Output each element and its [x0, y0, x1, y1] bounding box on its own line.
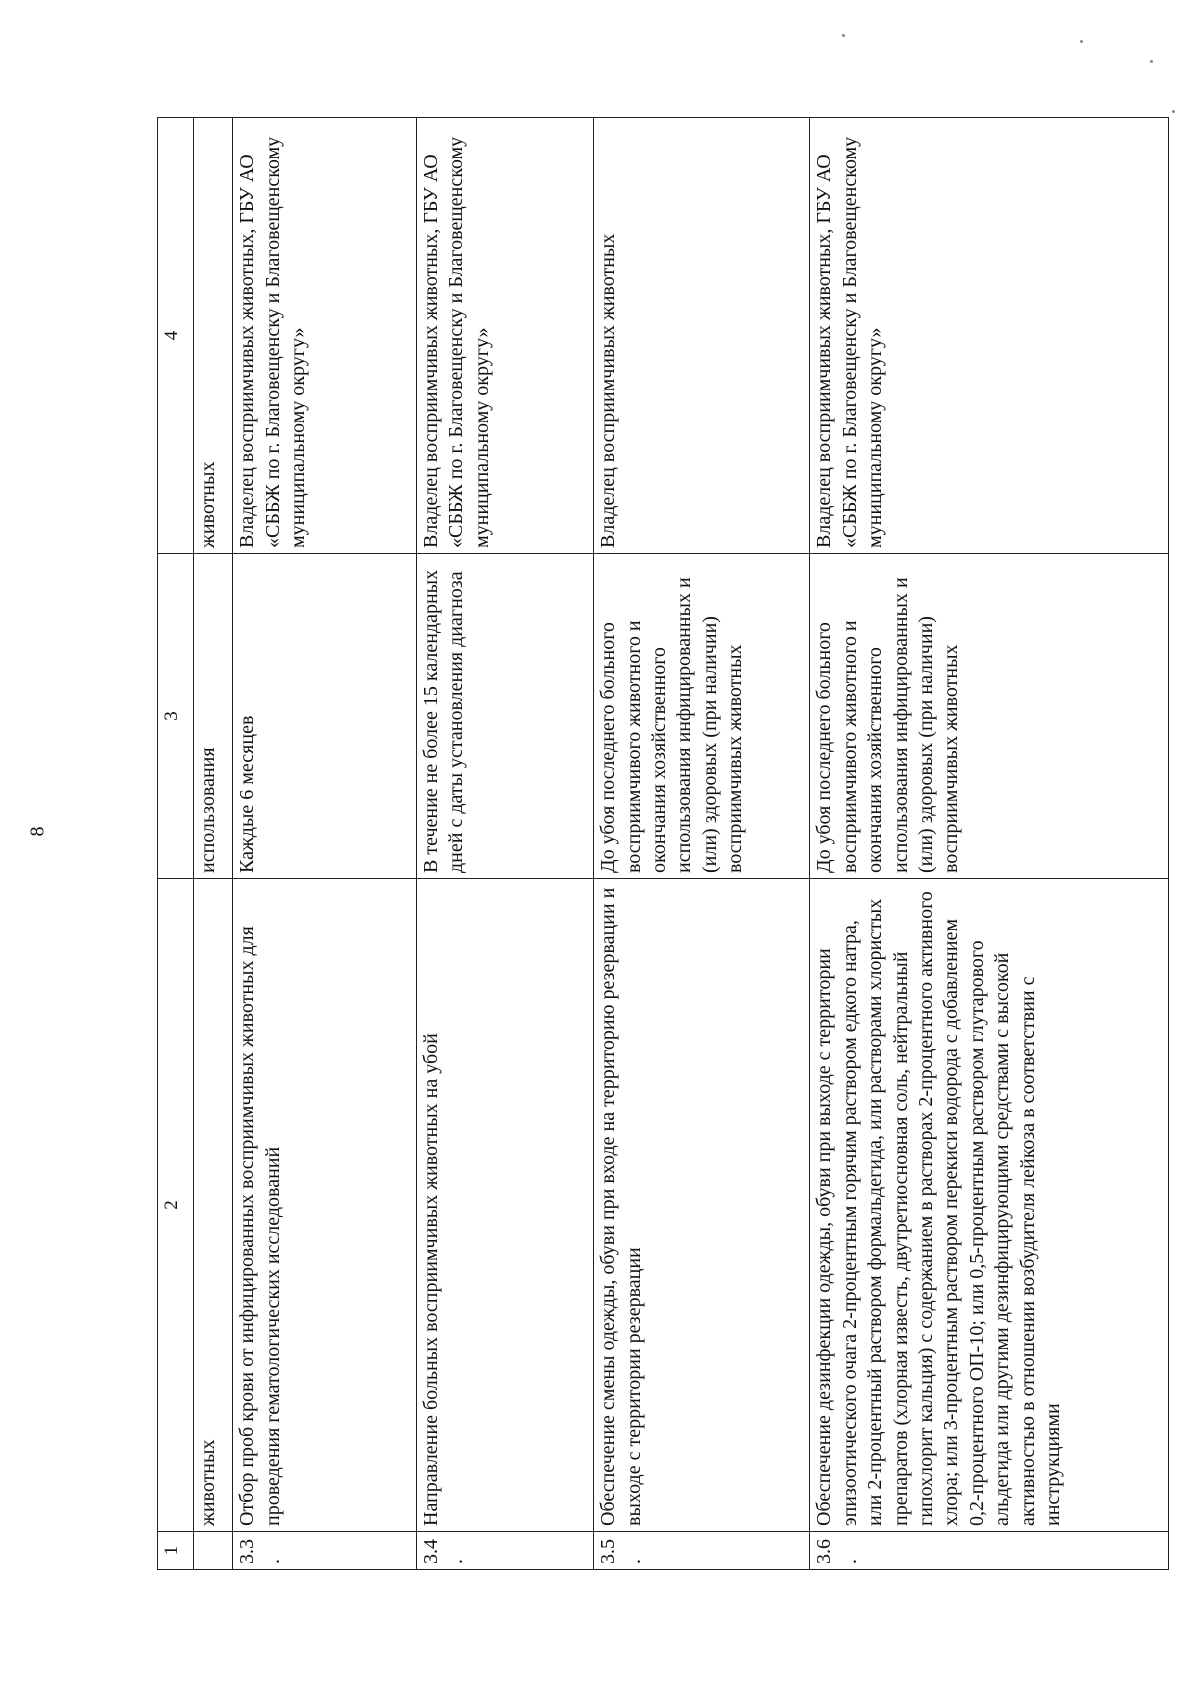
row-number: 3.6.	[810, 1532, 1169, 1570]
continuation-cell-3: использования	[194, 554, 233, 879]
continuation-row	[194, 118, 233, 1570]
row-responsible: Владелец восприимчивых животных, ГБУ АО «СББЖ по г. Благовещенску и Благовещенскому муниципальному округу»	[810, 118, 1169, 554]
row-number: 3.3.	[233, 1532, 417, 1570]
scan-speck	[1150, 60, 1153, 63]
row-number: 3.4.	[416, 1532, 593, 1570]
continuation-cell-2: животных	[194, 879, 233, 1532]
table-row	[233, 118, 417, 1570]
row-action: Направление больных восприимчивых животных на убой	[416, 879, 593, 1532]
row-responsible: Владелец восприимчивых животных, ГБУ АО «СББЖ по г. Благовещенску и Благовещенскому муниципальному округу»	[416, 118, 593, 554]
header-cell-4: 4	[158, 118, 194, 554]
header-cell-3: 3	[158, 554, 194, 879]
row-number: 3.5.	[594, 1532, 810, 1570]
header-cell-2: 2	[158, 879, 194, 1532]
row-term: Каждые 6 месяцев	[233, 554, 417, 879]
continuation-cell-4: животных	[194, 118, 233, 554]
header-cell-1: 1	[158, 1532, 194, 1570]
row-term: В течение не более 15 календарных дней с даты установления диагноза	[416, 554, 593, 879]
scan-speck	[1172, 110, 1175, 113]
table-row	[594, 118, 810, 1570]
row-action: Обеспечение смены одежды, обуви при входе на территорию резервации и выходе с территории резервации	[594, 879, 810, 1532]
row-responsible: Владелец восприимчивых животных, ГБУ АО «СББЖ по г. Благовещенску и Благовещенскому муниципальному округу»	[233, 118, 417, 554]
row-responsible: Владелец восприимчивых животных	[594, 118, 810, 554]
continuation-cell-1	[194, 1532, 233, 1570]
table-row	[810, 118, 1169, 1570]
row-term: До убоя последнего больного восприимчивого животного и окончания хозяйственного использования инфицированных и (или) здоровых (при наличии) восприимчивых животных	[594, 554, 810, 879]
rotated-page-content	[157, 118, 1169, 1570]
scan-speck	[1080, 40, 1083, 43]
row-action: Обеспечение дезинфекции одежды, обуви при выходе с территории эпизоотического очага 2-процентным горячим раствором едкого натра, или 2-процентный раствором формальдегида, или растворами хлористых препаратов (хлорная известь, двутретиосновная соль, нейтральный гипохлорит кальция) с содержанием в растворах 2-процентного активного хлора; или 3-процентным раствором перекиси водорода с добавлением 0,2-процентного ОП-10; или 0,5-процентным раствором глутарового альдегида или другими дезинфицирующими средствами с высокой активностью в отношении возбудителя лейкоза в соответствии с инструкциями	[810, 879, 1169, 1532]
scan-speck	[842, 34, 845, 37]
page-number: 8	[26, 826, 49, 837]
measures-table	[157, 117, 1169, 1570]
table-header-row	[158, 118, 194, 1570]
row-action: Отбор проб крови от инфицированных восприимчивых животных для проведения гематологических исследований	[233, 879, 417, 1532]
table-row	[416, 118, 593, 1570]
row-term: До убоя последнего больного восприимчивого животного и окончания хозяйственного использования инфицированных и (или) здоровых (при наличии) восприимчивых животных	[810, 554, 1169, 879]
